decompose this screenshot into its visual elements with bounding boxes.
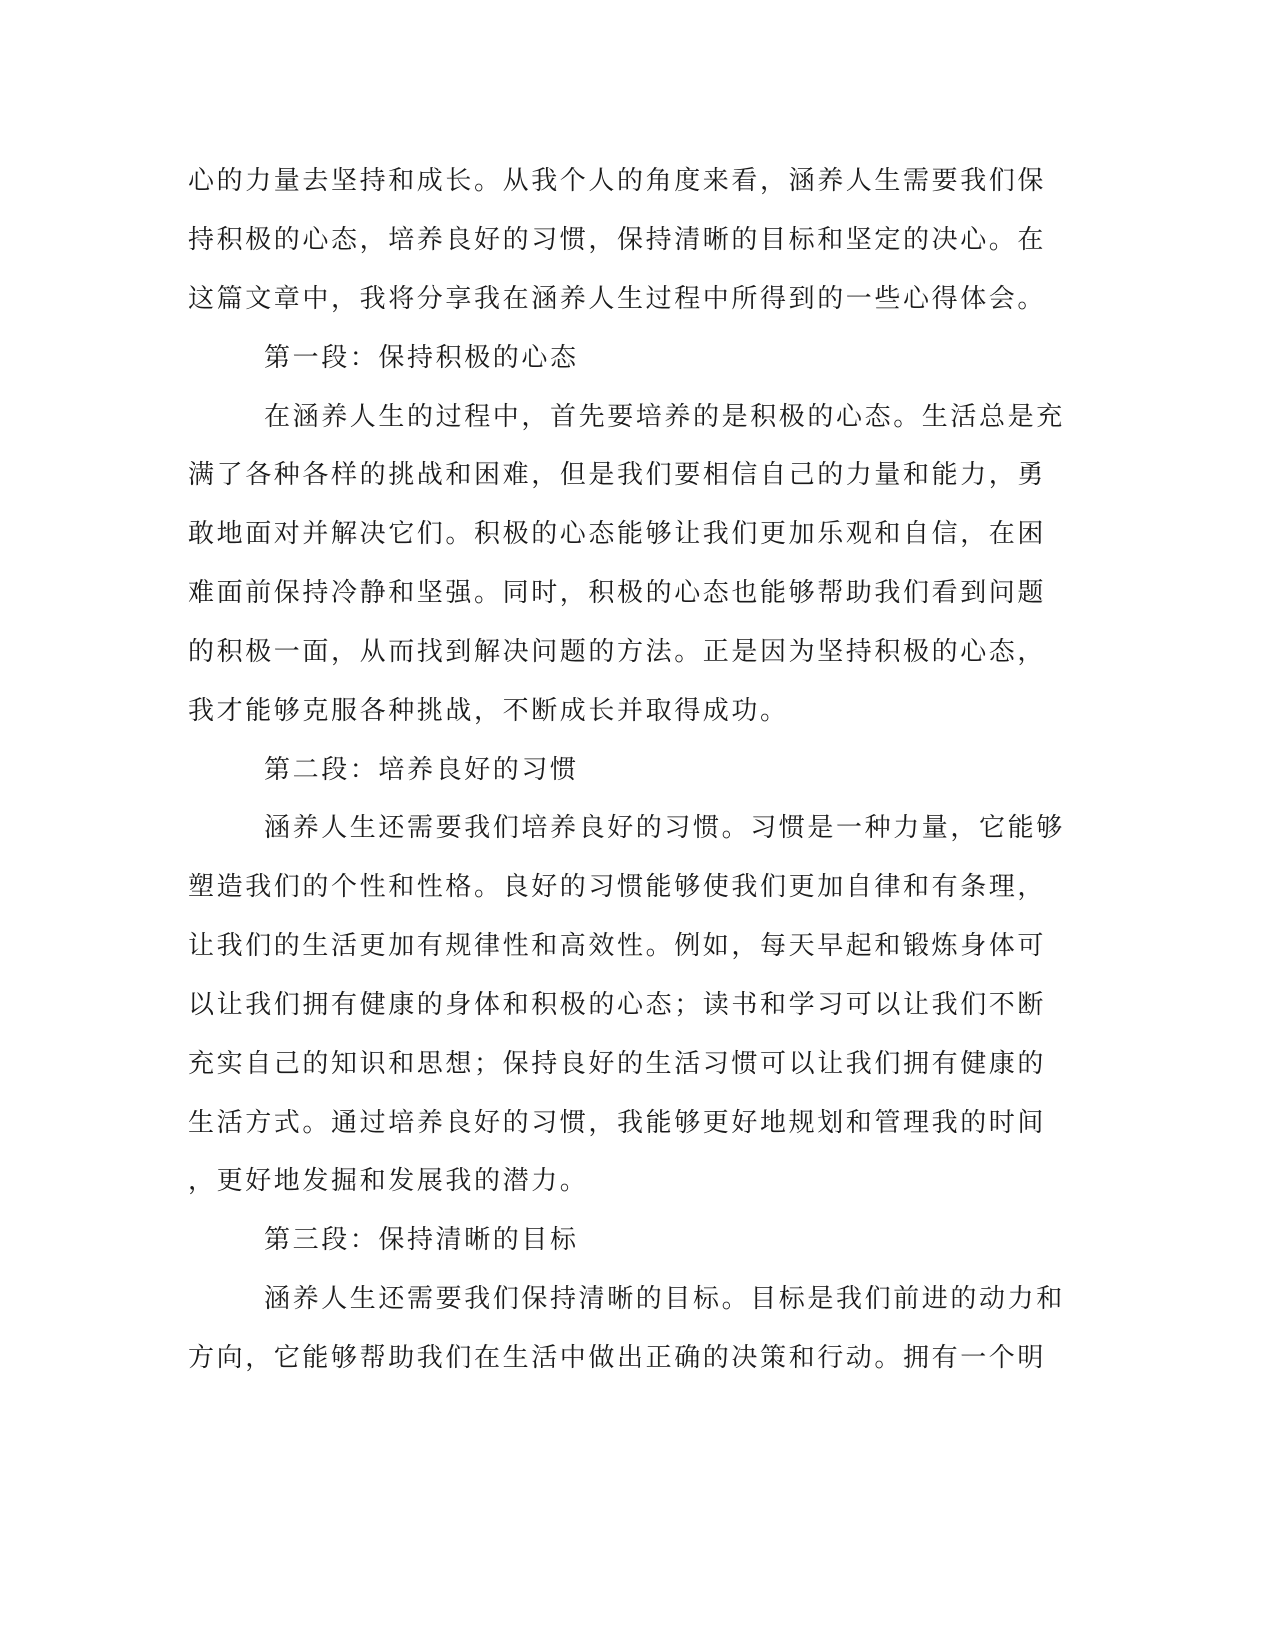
text-line: ，更好地发掘和发展我的潜力。 — [188, 1166, 589, 1196]
section-heading-1: 第一段：保持积极的心态 — [264, 343, 579, 373]
text-line: 持积极的心态，培养良好的习惯，保持清晰的目标和坚定的决心。在 — [188, 225, 1047, 255]
section-heading-3: 第三段：保持清晰的目标 — [264, 1225, 579, 1255]
text-line: 涵养人生还需要我们培养良好的习惯。习惯是一种力量，它能够 — [264, 813, 1065, 843]
text-line: 难面前保持冷静和坚强。同时，积极的心态也能够帮助我们看到问题 — [188, 578, 1047, 608]
text-line: 心的力量去坚持和成长。从我个人的角度来看，涵养人生需要我们保 — [188, 166, 1047, 196]
text-line: 敢地面对并解决它们。积极的心态能够让我们更加乐观和自信，在困 — [188, 519, 1047, 549]
text-line: 涵养人生还需要我们保持清晰的目标。目标是我们前进的动力和 — [264, 1284, 1065, 1314]
text-line: 的积极一面，从而找到解决问题的方法。正是因为坚持积极的心态， — [188, 637, 1047, 667]
text-line: 在涵养人生的过程中，首先要培养的是积极的心态。生活总是充 — [264, 402, 1065, 432]
text-line: 充实自己的知识和思想；保持良好的生活习惯可以让我们拥有健康的 — [188, 1049, 1047, 1079]
text-line: 以让我们拥有健康的身体和积极的心态；读书和学习可以让我们不断 — [188, 990, 1047, 1020]
text-line: 方向，它能够帮助我们在生活中做出正确的决策和行动。拥有一个明 — [188, 1343, 1047, 1373]
text-line: 这篇文章中，我将分享我在涵养人生过程中所得到的一些心得体会。 — [188, 284, 1047, 314]
text-line: 塑造我们的个性和性格。良好的习惯能够使我们更加自律和有条理， — [188, 872, 1047, 902]
text-line: 让我们的生活更加有规律性和高效性。例如，每天早起和锻炼身体可 — [188, 931, 1047, 961]
text-line: 我才能够克服各种挑战，不断成长并取得成功。 — [188, 696, 789, 726]
section-heading-2: 第二段：培养良好的习惯 — [264, 755, 579, 785]
text-line: 满了各种各样的挑战和困难，但是我们要相信自己的力量和能力，勇 — [188, 460, 1047, 490]
text-line: 生活方式。通过培养良好的习惯，我能够更好地规划和管理我的时间 — [188, 1108, 1047, 1138]
